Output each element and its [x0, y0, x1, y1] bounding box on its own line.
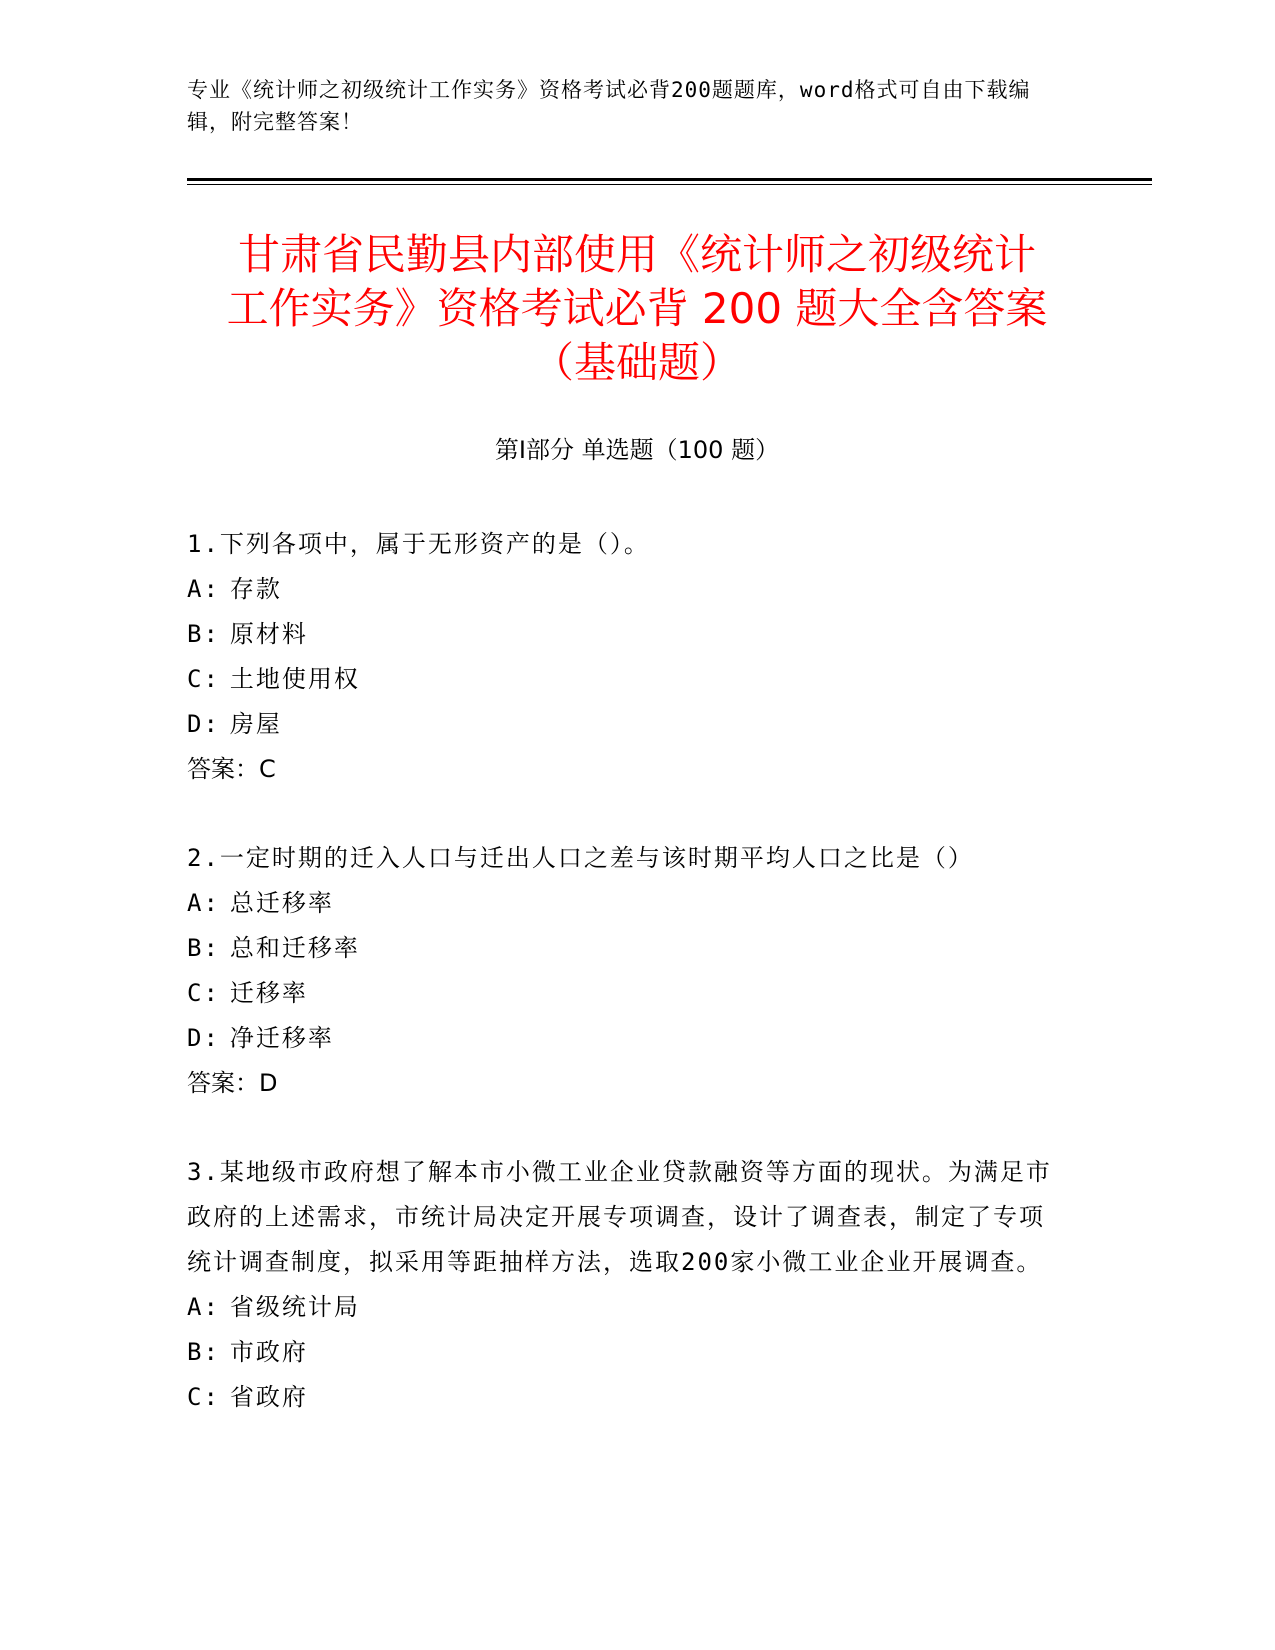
question-stem: 1.下列各项中，属于无形资产的是（）。: [187, 530, 650, 558]
option-text: 迁移率: [229, 979, 308, 1007]
option-a: [187, 567, 1067, 612]
question-1: [187, 522, 1067, 792]
option-d: [187, 702, 1067, 747]
answer: 答案：C: [187, 755, 276, 783]
option-letter: B:: [187, 620, 220, 648]
option-text: 总迁移率: [229, 889, 334, 917]
option-text: 净迁移率: [229, 1024, 334, 1052]
option-b: [187, 612, 1067, 657]
option-letter: C:: [187, 1383, 220, 1411]
header-rule-thin: [187, 184, 1152, 185]
option-letter: D:: [187, 710, 220, 738]
option-a: [187, 881, 1067, 926]
option-text: 省级统计局: [229, 1293, 360, 1321]
option-letter: B:: [187, 934, 220, 962]
option-text: 原材料: [229, 620, 308, 648]
option-letter: C:: [187, 665, 220, 693]
title-line-1: 甘肃省民勤县内部使用《统计师之初级统计: [237, 230, 1036, 279]
question-stem: 3.某地级市政府想了解本市小微工业企业贷款融资等方面的现状。为满足市政府的上述需求，市统计局决定开展专项调查，设计了调查表，制定了专项统计调查制度，拟采用等距抽样方法，选取200家小微工业企业开展调查。: [187, 1158, 1052, 1276]
option-c: [187, 1375, 1067, 1420]
option-d: [187, 1016, 1067, 1061]
section-heading: 第Ⅰ部分 单选题（100 题）: [494, 436, 780, 464]
header-note: 专业《统计师之初级统计工作实务》资格考试必背200题题库，word格式可自由下载编辑，附完整答案！: [187, 78, 1031, 134]
option-letter: A:: [187, 575, 220, 603]
option-text: 存款: [229, 575, 282, 603]
title-line-2: 工作实务》资格考试必背 200 题大全含答案: [226, 284, 1048, 333]
option-letter: C:: [187, 979, 220, 1007]
option-letter: A:: [187, 889, 220, 917]
option-letter: D:: [187, 1024, 220, 1052]
answer: 答案：D: [187, 1069, 278, 1097]
option-text: 房屋: [229, 710, 282, 738]
option-letter: A:: [187, 1293, 220, 1321]
question-list: [187, 522, 1067, 1464]
option-text: 总和迁移率: [229, 934, 360, 962]
option-b: [187, 926, 1067, 971]
option-text: 市政府: [229, 1338, 308, 1366]
question-stem: 2.一定时期的迁入人口与迁出人口之差与该时期平均人口之比是（）: [187, 844, 974, 872]
title-line-3: （基础题）: [531, 338, 742, 387]
option-letter: B:: [187, 1338, 220, 1366]
header-rule-thick: [187, 178, 1152, 181]
option-a: [187, 1285, 1067, 1330]
option-text: 土地使用权: [229, 665, 360, 693]
option-b: [187, 1330, 1067, 1375]
option-c: [187, 971, 1067, 1016]
option-text: 省政府: [229, 1383, 308, 1411]
question-3: [187, 1150, 1067, 1420]
document-title: [187, 228, 1087, 390]
question-2: [187, 836, 1067, 1106]
option-c: [187, 657, 1067, 702]
